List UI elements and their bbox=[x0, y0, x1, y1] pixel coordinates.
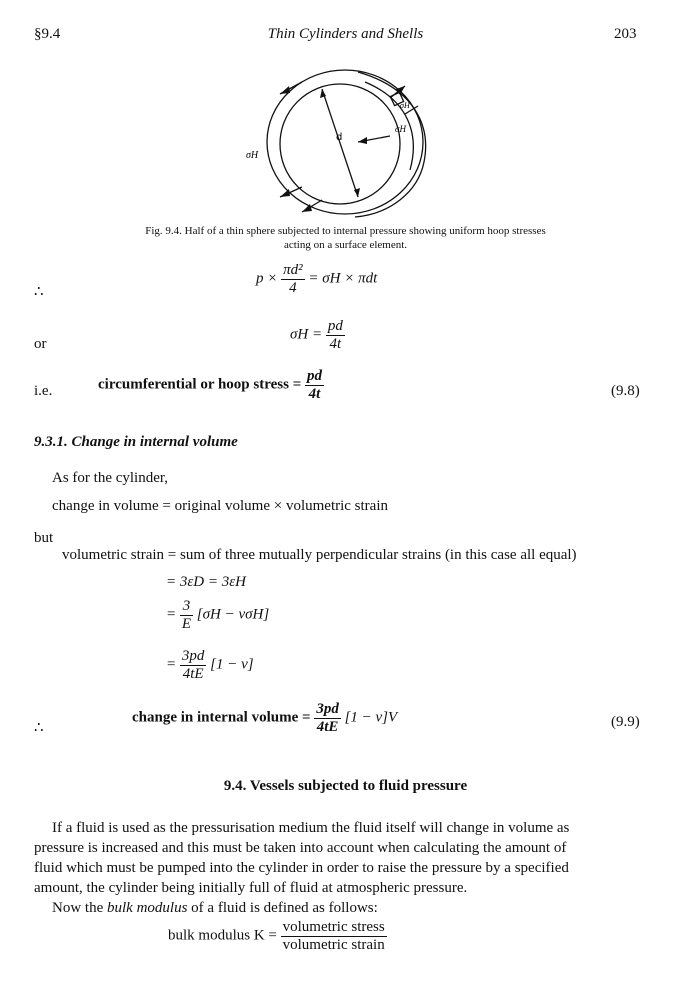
volume-intro: As for the cylinder, bbox=[52, 470, 169, 486]
eq4-fraction: $\frac{3pd}{4tE}$ bbox=[316, 701, 339, 735]
volume-line-4: = $\frac{3}{E}$ [σH − νσH] bbox=[166, 598, 270, 632]
paragraph-line-5: Now the bulk modulus of a fluid is defined as follows: bbox=[52, 900, 378, 916]
equation-2 bbox=[290, 318, 345, 352]
eq3-fraction: $\frac{pd}{4t}$ bbox=[307, 368, 322, 402]
subsection-number: 9.3.1. bbox=[34, 434, 68, 450]
line4-rest: [σH − νσH] bbox=[196, 606, 270, 623]
eq4-number: (9.9) bbox=[611, 714, 640, 730]
subsection-heading bbox=[34, 434, 238, 451]
page-number: 203 bbox=[614, 26, 637, 42]
shell-rim-inner bbox=[365, 82, 413, 170]
equation-3 bbox=[98, 368, 324, 402]
volume-line-2: volumetric strain = sum of three mutually perpendicular strains (in this case all equal) bbox=[62, 547, 577, 563]
hemisphere-figure bbox=[240, 62, 440, 227]
eq1-prefix: ∴ bbox=[34, 284, 44, 300]
stress-label-left: σH bbox=[246, 150, 259, 161]
caption-line-1: Fig. 9.4. Half of a thin sphere subjected to internal pressure showing uniform hoop stresses bbox=[145, 225, 546, 237]
running-title: Thin Cylinders and Shells bbox=[267, 26, 424, 42]
section-marker: §9.4 bbox=[34, 26, 61, 42]
bulk-label: bulk modulus K = bbox=[168, 927, 277, 944]
figure-caption bbox=[0, 224, 691, 252]
eq1-lhs: p × bbox=[256, 270, 278, 287]
eq2-lhs: σH = bbox=[290, 326, 323, 343]
paragraph-line-3: fluid which must be pumped into the cylinder in order to raise the pressure by a specified bbox=[34, 860, 569, 876]
caption-line-2: acting on a surface element. bbox=[283, 239, 408, 251]
eq2-fraction: $\frac{pd}{4t}$ bbox=[327, 318, 343, 352]
eq3-number: (9.8) bbox=[611, 383, 640, 399]
diameter-label: d bbox=[336, 132, 343, 143]
equation-1 bbox=[256, 262, 377, 296]
paragraph-line-2: pressure is increased and this must be taken into account when calculating the amount of bbox=[34, 840, 567, 856]
eq3-label: circumferential or hoop stress = bbox=[98, 376, 302, 393]
line5-rest: [1 − ν] bbox=[210, 656, 254, 673]
stress-label-right: σH bbox=[395, 124, 406, 134]
eq1-rhs: = σH × πdt bbox=[308, 270, 378, 287]
diameter-line bbox=[322, 89, 358, 197]
equation-4 bbox=[132, 701, 397, 735]
shell-rim bbox=[355, 72, 426, 217]
paragraph-line-1: If a fluid is used as the pressurisation medium the fluid itself will change in volume as bbox=[52, 820, 570, 836]
bulk-modulus-equation bbox=[168, 919, 387, 953]
subsection-title: Change in internal volume bbox=[71, 434, 238, 450]
eq4-rest: [1 − ν]V bbox=[344, 709, 398, 726]
volume-but: but bbox=[34, 530, 54, 546]
eq1-fraction: $\frac{\text{πd²}}{4}$ bbox=[283, 262, 303, 296]
volume-line-5: = $\frac{3pd}{4tE}$ [1 − ν] bbox=[166, 648, 254, 682]
eq4-prefix: ∴ bbox=[34, 720, 44, 736]
volume-line-3: = 3εD = 3εH bbox=[166, 574, 246, 590]
body-paragraph bbox=[34, 818, 656, 918]
paragraph-line-4: amount, the cylinder being initially full of fluid at atmospheric pressure. bbox=[34, 880, 468, 896]
line4-fraction: $\frac{3}{E}$ bbox=[181, 598, 192, 632]
section-heading: 9.4. Vessels subjected to fluid pressure bbox=[223, 778, 468, 794]
eq4-label: change in internal volume = bbox=[132, 709, 311, 726]
line5-fraction: $\frac{3pd}{4tE}$ bbox=[181, 648, 205, 682]
eq3-prefix: i.e. bbox=[34, 383, 53, 399]
volume-line-1: change in volume = original volume × volumetric strain bbox=[52, 498, 389, 514]
eq2-prefix: or bbox=[34, 336, 47, 352]
bulk-fraction: $\frac{\text{volumetric stress}}{\text{volumetric strain}}$ bbox=[282, 919, 385, 953]
stress-label-small: σH bbox=[400, 101, 410, 110]
